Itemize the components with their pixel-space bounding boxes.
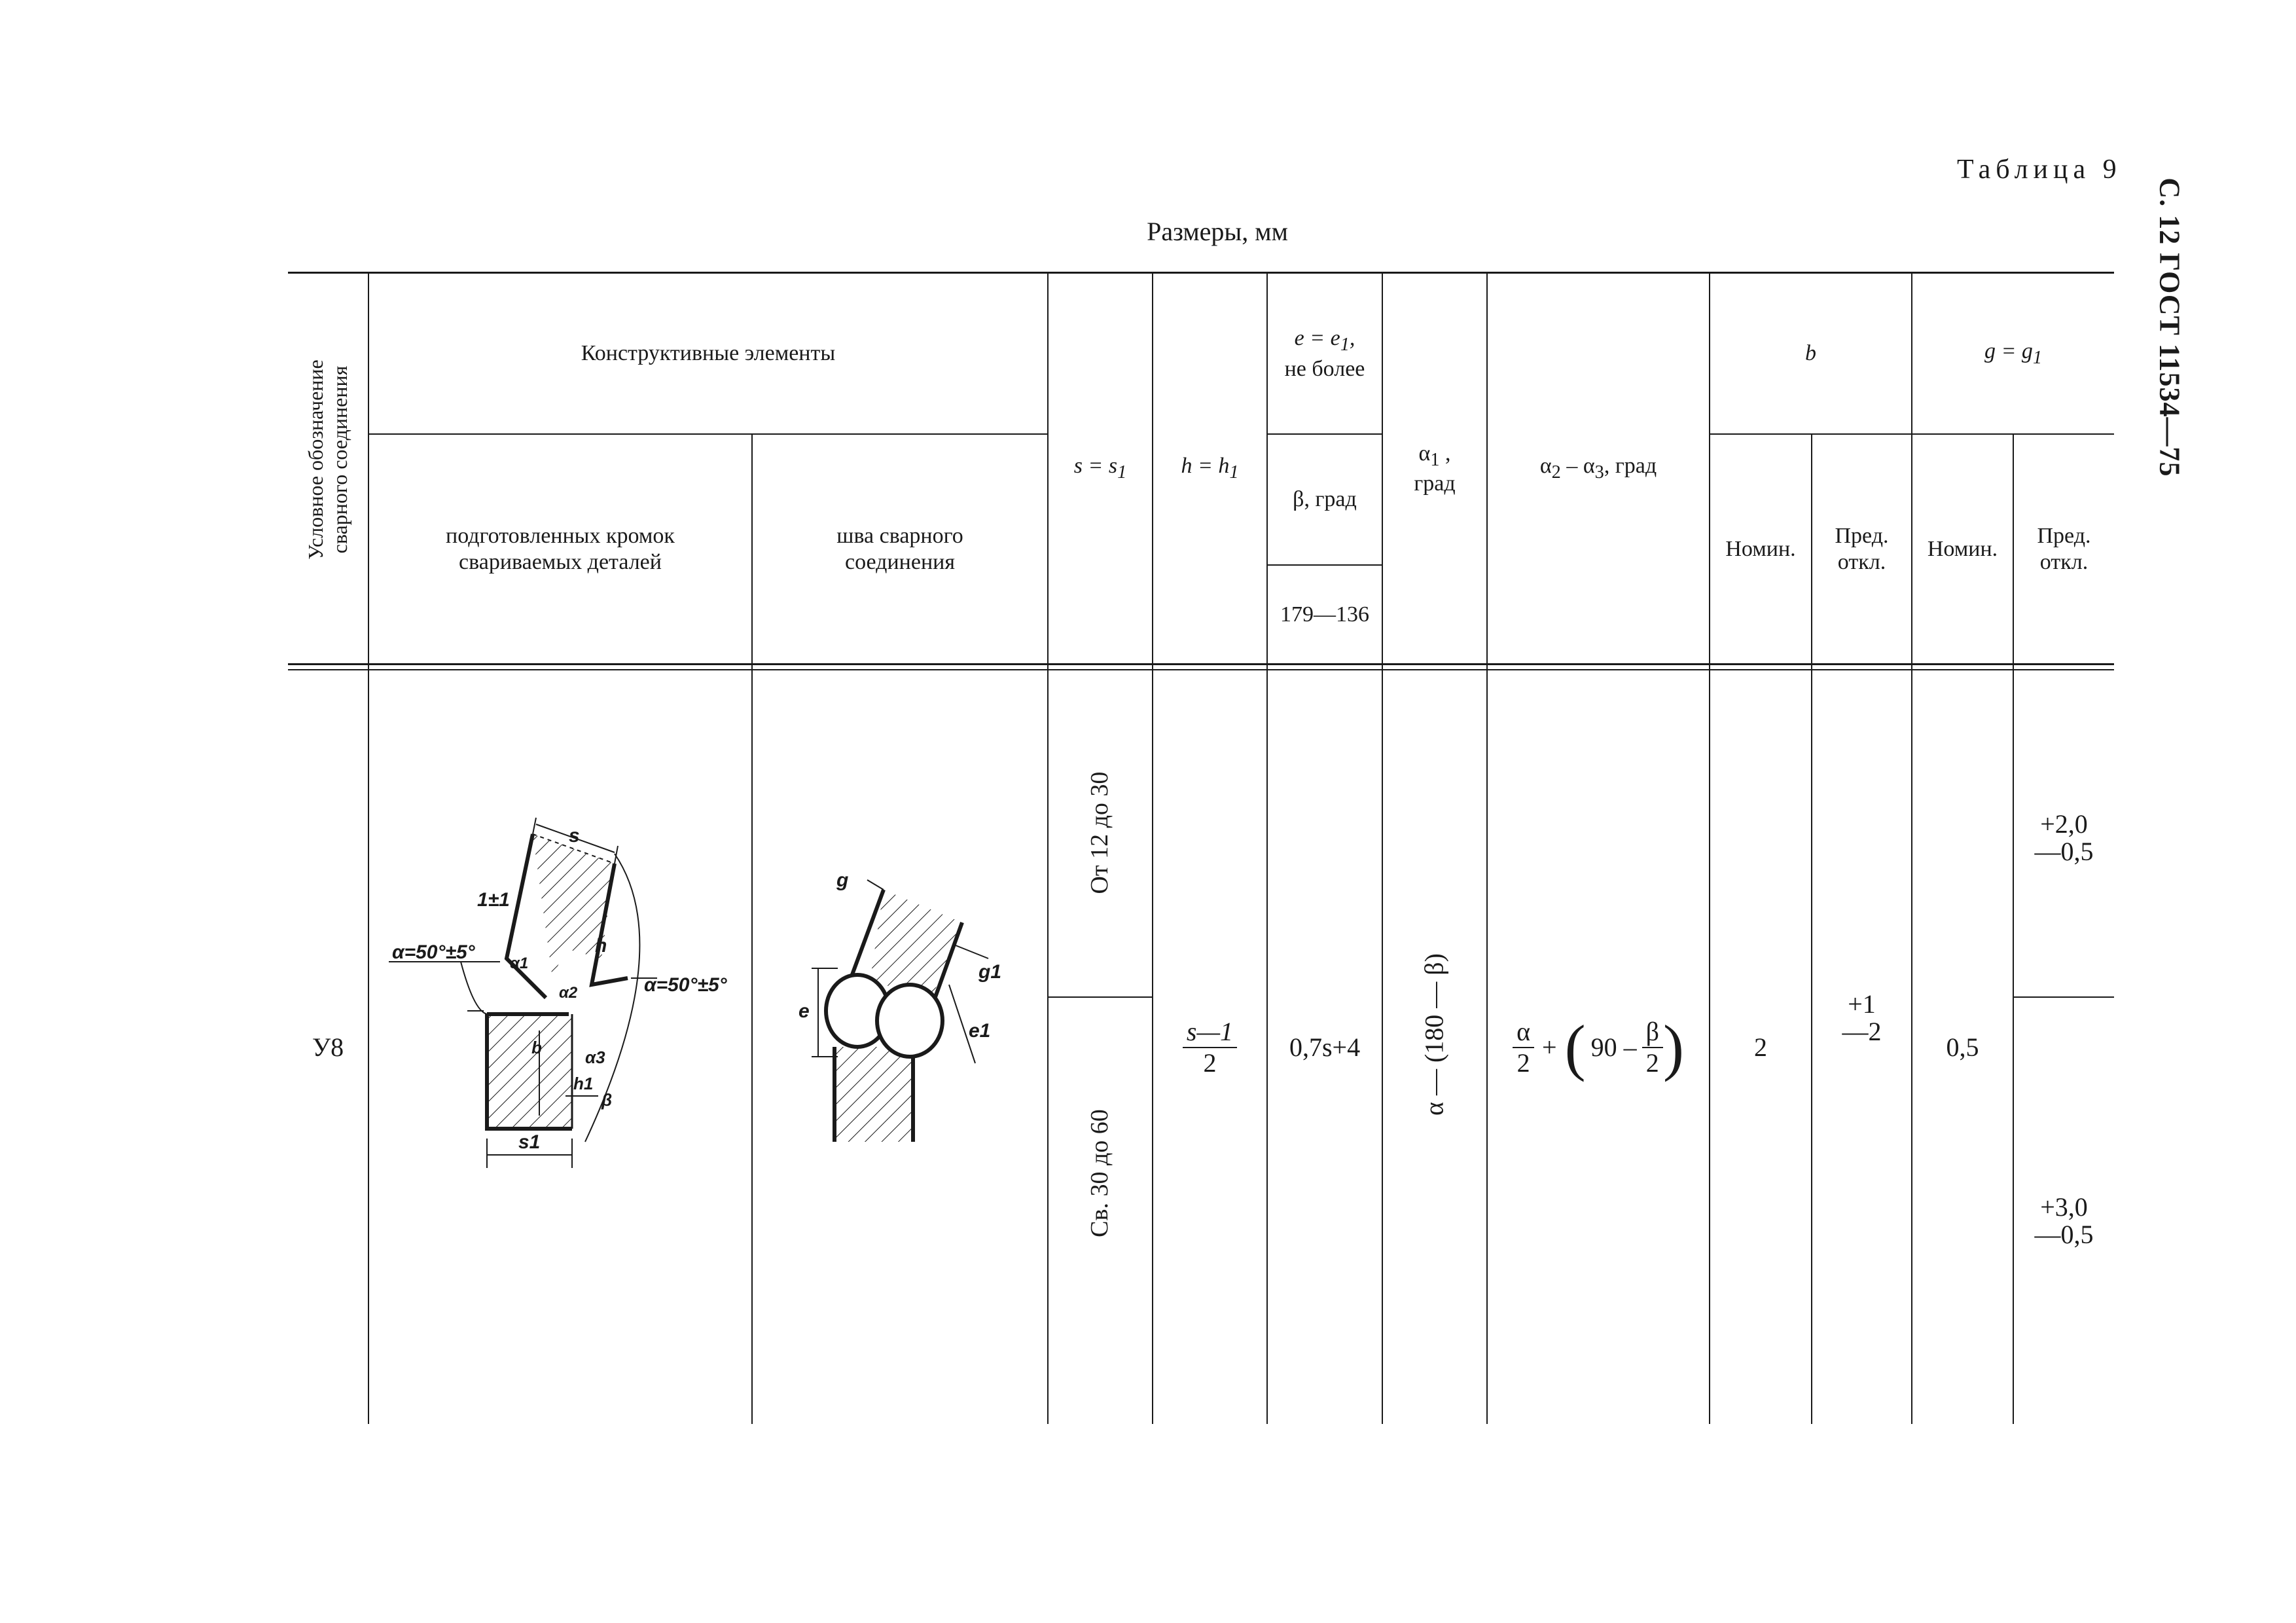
upper-plate [507, 834, 628, 998]
label-tolerance: 1±1 [477, 889, 510, 911]
header-g-main: g = g [1984, 338, 2033, 363]
row-designation: У8 [312, 1032, 344, 1062]
header-double-line-1 [288, 663, 2114, 665]
header-e [1268, 274, 1382, 433]
row-alpha23-frac1-den: 2 [1516, 1048, 1530, 1078]
row-alpha23-plus: + [1542, 1032, 1557, 1062]
row-g-dev-1-minus: —0,5 [2034, 837, 2094, 866]
header-b-nomin: Номин. [1725, 536, 1796, 561]
label-alpha2: α2 [559, 984, 578, 1002]
header-b: b [1805, 341, 1816, 366]
header-h-sub: 1 [1229, 462, 1239, 483]
label-h: h [595, 935, 607, 957]
row-b-dev-plus: +1 [1848, 989, 1876, 1019]
header-alpha23-a2: α [1539, 454, 1552, 479]
header-alpha23 [1488, 274, 1709, 663]
header-alpha1-symbol: $\alpha_1$ , [1418, 441, 1451, 470]
row-b-nomin: 2 [1754, 1032, 1767, 1062]
header-alpha1-sub: 1 [1430, 449, 1440, 470]
hline-g-split [2013, 996, 2114, 998]
header-s-text [1074, 453, 1127, 483]
header-alpha23-unit: , град [1604, 454, 1657, 479]
row-alpha1-value: α — (180 — β) [1419, 953, 1449, 1116]
header-e-bottom: не более [1284, 356, 1365, 381]
row-g-dev-2-plus: +3,0 [2040, 1192, 2088, 1222]
header-designation [304, 322, 352, 597]
row-e-value: 0,7s+4 [1289, 1032, 1361, 1062]
label-b: b [531, 1038, 542, 1057]
header-e-top: $e = e_1$, [1294, 326, 1355, 356]
header-s-sub: 1 [1117, 462, 1127, 483]
header-e-main: e = e [1294, 326, 1340, 351]
header-g-nomin: Номин. [1927, 536, 1998, 561]
header-h-text [1181, 453, 1238, 483]
row-alpha23-paren-close: ) [1662, 1012, 1684, 1082]
row-g-dev-1-plus: +2,0 [2040, 809, 2088, 839]
weld-lower-plate [834, 1047, 913, 1142]
header-weld-seam: шва сварного соединения [836, 524, 963, 574]
hline-s-split [1047, 996, 1152, 998]
header-alpha1 [1383, 274, 1486, 663]
row-h-denominator: 2 [1203, 1048, 1217, 1078]
header-alpha1-main: α [1418, 441, 1431, 465]
label-beta: β [601, 1090, 613, 1110]
row-alpha23-paren-open: ( [1564, 1012, 1586, 1082]
row-h-value [1153, 670, 1266, 1424]
row-h-numerator: s—1 [1183, 1017, 1237, 1048]
header-s [1049, 274, 1152, 663]
label-s: s [569, 825, 580, 847]
label-alpha-left: α=50°±5° [392, 941, 475, 963]
row-g-dev-1 [2014, 802, 2114, 874]
header-alpha23-sub3: 3 [1594, 462, 1604, 483]
edge-preparation-drawing [369, 670, 751, 1424]
row-alpha23-frac1-num: α [1513, 1017, 1534, 1048]
header-s-main: s = s [1073, 454, 1118, 479]
header-h [1153, 274, 1266, 663]
row-alpha23-frac2-num: β [1642, 1017, 1663, 1048]
row-h-fraction [1183, 1017, 1237, 1078]
row-g-nomin: 0,5 [1946, 1032, 1979, 1062]
header-alpha1-unit: град [1414, 471, 1456, 496]
header-alpha23-dash: – α [1560, 454, 1595, 479]
row-alpha23-inner: 90 – [1590, 1032, 1637, 1062]
row-alpha23-frac2 [1642, 1017, 1663, 1078]
row-g-dev-2 [2014, 1185, 2114, 1257]
label-e1: e1 [969, 1020, 991, 1042]
header-designation-text: Условное обозначение сварного соединения [304, 359, 351, 560]
label-alpha-right: α=50°±5° [644, 974, 727, 996]
standard-reference: С. 12 ГОСТ 11534—75 [2153, 177, 2186, 477]
row-alpha23-value [1488, 670, 1709, 1424]
row-alpha23-frac2-den: 2 [1645, 1048, 1659, 1078]
header-constructive: Конструктивные элементы [581, 341, 836, 366]
label-alpha1: α1 [510, 955, 529, 972]
row-b-dev [1812, 982, 1911, 1054]
label-e: e [798, 1000, 810, 1022]
label-s1: s1 [518, 1131, 541, 1153]
weld-seam-drawing [753, 670, 1047, 1424]
table-title: Таблица 9 [1957, 155, 2122, 185]
units-caption: Размеры, мм [1147, 217, 1288, 246]
header-g-sub: 1 [2032, 347, 2043, 368]
header-g [1912, 274, 2114, 433]
header-alpha23-text [1540, 453, 1657, 483]
row-b-dev-minus: —2 [1842, 1017, 1882, 1046]
page-side-header [2130, 157, 2209, 498]
header-g-text [1984, 338, 2042, 369]
header-prepared-edges: подготовленных кромок свариваемых деталей [446, 524, 675, 574]
label-g1: g1 [978, 961, 1002, 983]
header-beta-range: 179—136 [1280, 602, 1369, 627]
header-b-dev: Пред. откл. [1835, 524, 1889, 574]
label-g: g [836, 869, 849, 891]
header-beta: β, град [1293, 487, 1357, 512]
row-s-range-2: Св. 30 до 60 [1086, 1109, 1113, 1237]
label-alpha3: α3 [585, 1048, 605, 1067]
header-g-dev: Пред. откл. [2037, 524, 2091, 574]
lower-plate [487, 1014, 572, 1129]
label-h1: h1 [573, 1074, 594, 1093]
header-alpha23-sub2: 2 [1551, 462, 1561, 483]
row-s-range-1: От 12 до 30 [1086, 771, 1113, 894]
weld-beads [826, 975, 942, 1057]
row-g-dev-2-minus: —0,5 [2034, 1220, 2094, 1249]
header-e-sub: 1 [1340, 335, 1350, 356]
row-alpha23-frac1 [1513, 1017, 1534, 1078]
header-h-main: h = h [1181, 454, 1230, 479]
